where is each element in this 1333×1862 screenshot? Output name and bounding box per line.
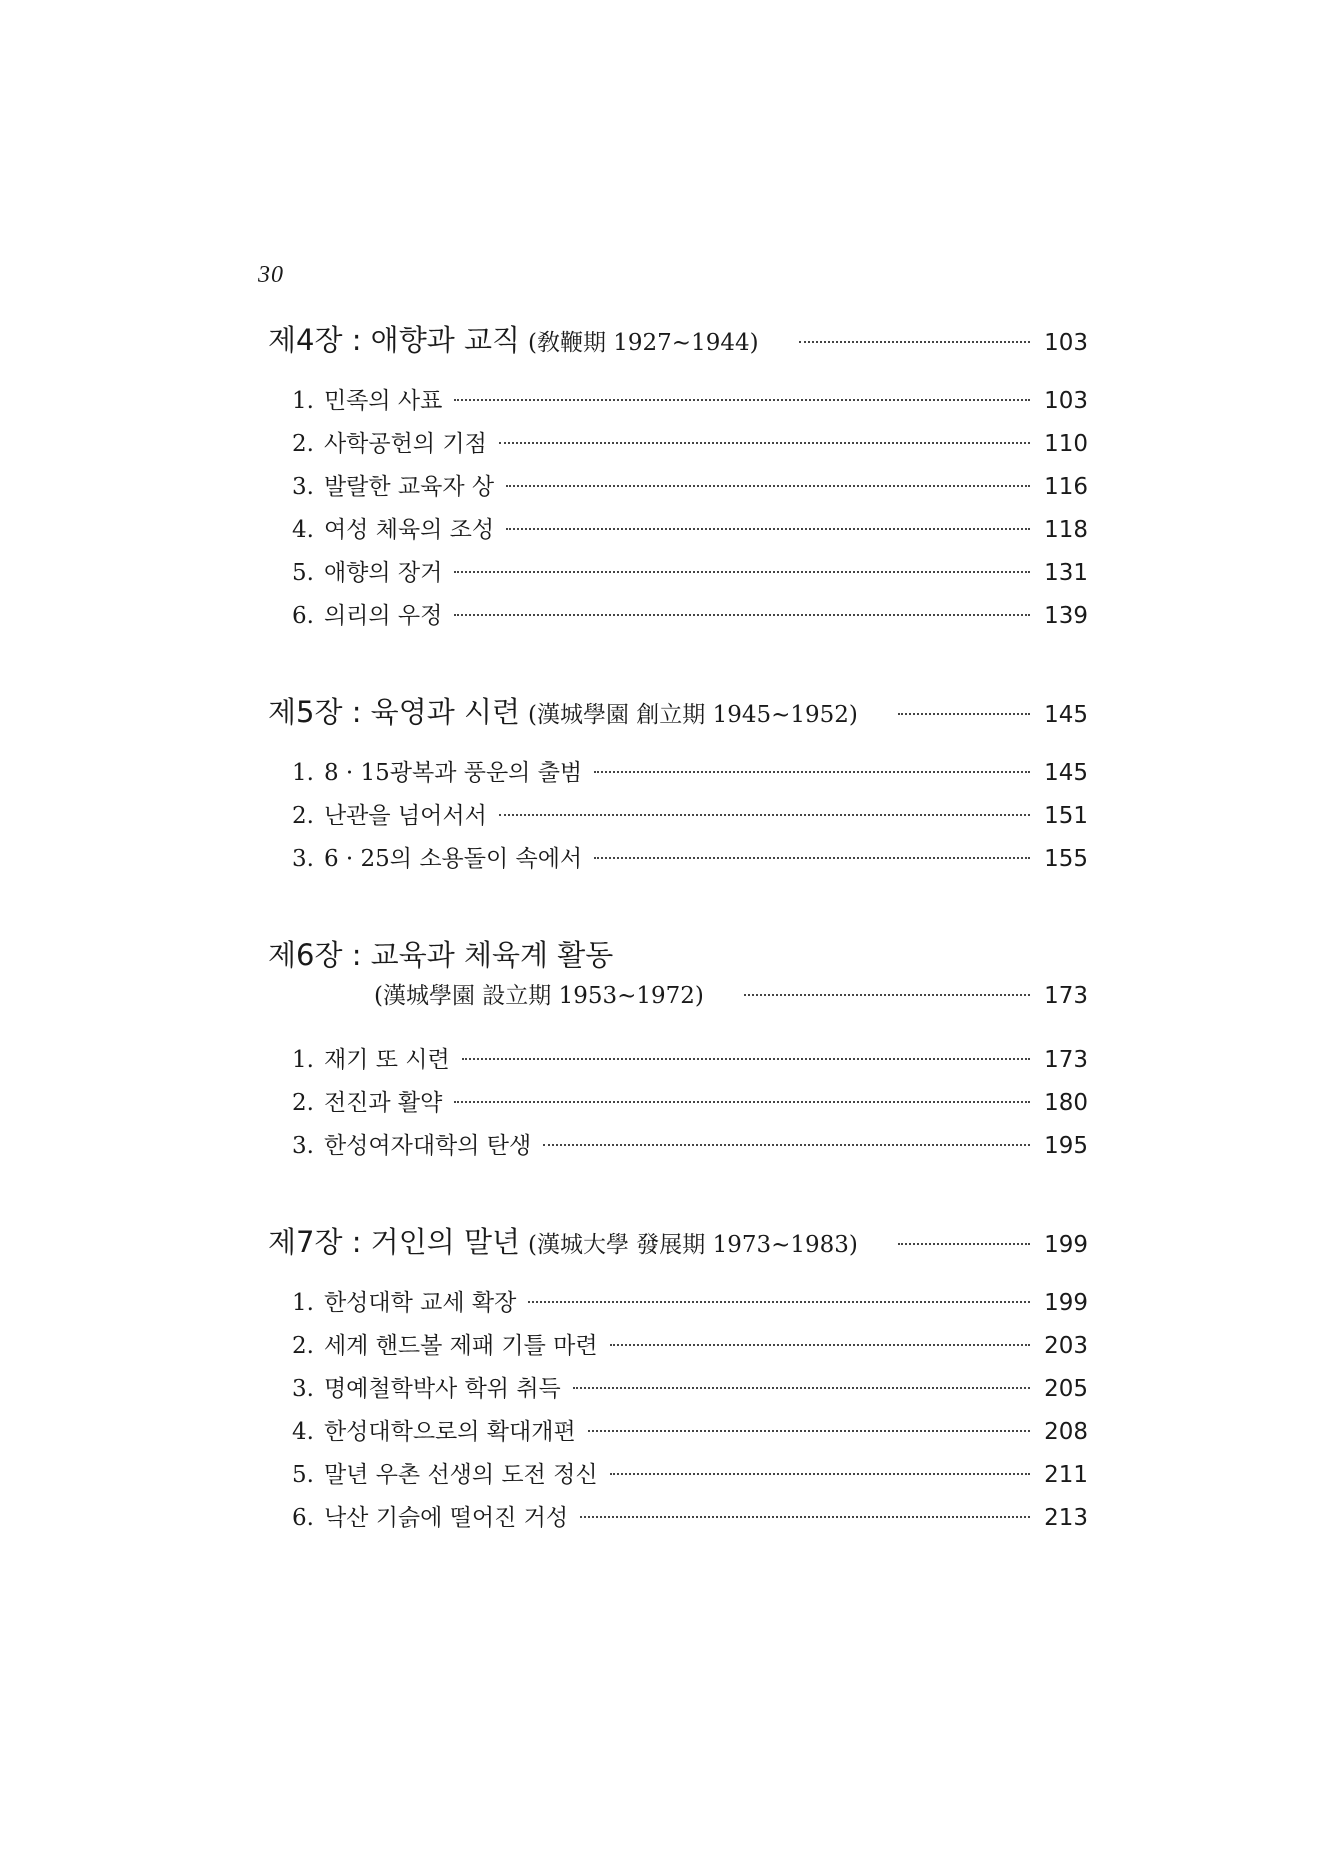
dot-leader (799, 341, 1030, 343)
section-number: 5. (292, 1462, 314, 1488)
toc-entry[interactable] (292, 597, 1088, 640)
section-page: 118 (1044, 517, 1088, 543)
section-page: 173 (1044, 1047, 1088, 1073)
dot-leader (454, 1101, 1030, 1103)
section-page: 116 (1044, 474, 1088, 500)
section-title: 6 · 25의 소용돌이 속에서 (323, 846, 583, 872)
dot-leader (580, 1516, 1030, 1518)
section-number: 6. (292, 1505, 314, 1531)
chapter-5 (268, 690, 1088, 883)
chapter-6 (268, 933, 1088, 1170)
dot-leader (898, 1243, 1030, 1245)
section-page: 155 (1044, 846, 1088, 872)
section-number: 2. (292, 803, 314, 829)
dot-leader (744, 994, 1030, 996)
dot-leader (506, 528, 1030, 530)
section-page: 151 (1044, 803, 1088, 829)
dot-leader (610, 1473, 1030, 1475)
section-number: 4. (292, 1419, 314, 1445)
section-list (268, 754, 1088, 883)
dot-leader (506, 485, 1030, 487)
dot-leader (528, 1301, 1030, 1303)
section-title: 말년 우촌 선생의 도전 정신 (323, 1462, 598, 1488)
toc-entry[interactable] (292, 1127, 1088, 1170)
chapter-period: (漢城學園 創立期 1945∼1952) (527, 702, 858, 728)
section-title: 낙산 기슭에 떨어진 거성 (323, 1505, 569, 1531)
section-page: 203 (1044, 1333, 1088, 1359)
dot-leader (573, 1387, 1030, 1389)
section-number: 3. (292, 474, 314, 500)
section-number: 4. (292, 517, 314, 543)
chapter-title: 제6장 : 교육과 체육계 활동 (268, 938, 614, 972)
section-list (268, 382, 1088, 640)
section-number: 1. (292, 1290, 314, 1316)
chapter-heading[interactable] (268, 318, 1088, 366)
chapter-title: 제4장 : 애향과 교직 (268, 323, 520, 357)
section-page: 195 (1044, 1133, 1088, 1159)
toc-entry[interactable] (292, 1413, 1088, 1456)
section-list (268, 1284, 1088, 1542)
section-number: 1. (292, 1047, 314, 1073)
toc-entry[interactable] (292, 1284, 1088, 1327)
chapter-page: 145 (1044, 702, 1088, 728)
dot-leader (610, 1344, 1030, 1346)
section-page: 139 (1044, 603, 1088, 629)
toc-entry[interactable] (292, 797, 1088, 840)
toc-entry[interactable] (292, 554, 1088, 597)
section-list (268, 1041, 1088, 1170)
section-number: 1. (292, 760, 314, 786)
chapter-period: (敎鞭期 1927∼1944) (527, 330, 759, 356)
section-number: 3. (292, 846, 314, 872)
dot-leader (588, 1430, 1030, 1432)
chapter-period-line[interactable] (268, 977, 1088, 1025)
section-page: 103 (1044, 388, 1088, 414)
dot-leader (898, 713, 1030, 715)
section-page: 211 (1044, 1462, 1088, 1488)
section-page: 145 (1044, 760, 1088, 786)
toc-entry[interactable] (292, 1327, 1088, 1370)
chapter-heading[interactable] (268, 690, 1088, 738)
section-title: 세계 핸드볼 제패 기틀 마련 (323, 1333, 598, 1359)
section-page: 213 (1044, 1505, 1088, 1531)
chapter-period: (漢城學園 設立期 1953∼1972) (374, 983, 704, 1009)
section-title: 8 · 15광복과 풍운의 출범 (323, 760, 583, 786)
dot-leader (594, 857, 1030, 859)
toc-entry[interactable] (292, 1499, 1088, 1542)
dot-leader (462, 1058, 1030, 1060)
section-title: 한성대학 교세 확장 (323, 1290, 517, 1316)
section-title: 재기 또 시련 (323, 1047, 450, 1073)
section-page: 180 (1044, 1090, 1088, 1116)
dot-leader (454, 399, 1030, 401)
toc-entry[interactable] (292, 1370, 1088, 1413)
section-number: 5. (292, 560, 314, 586)
section-number: 6. (292, 603, 314, 629)
toc-entry[interactable] (292, 754, 1088, 797)
toc-entry[interactable] (292, 1084, 1088, 1127)
dot-leader (499, 442, 1030, 444)
section-title: 한성여자대학의 탄생 (323, 1133, 532, 1159)
section-title: 의리의 우정 (323, 603, 443, 629)
toc-entry[interactable] (292, 468, 1088, 511)
section-number: 3. (292, 1376, 314, 1402)
section-number: 2. (292, 1333, 314, 1359)
toc-entry[interactable] (292, 1456, 1088, 1499)
table-of-contents (268, 318, 1088, 1592)
section-title: 난관을 넘어서서 (323, 803, 487, 829)
toc-entry[interactable] (292, 1041, 1088, 1084)
chapter-7 (268, 1220, 1088, 1542)
chapter-period: (漢城大學 發展期 1973∼1983) (527, 1232, 858, 1258)
section-title: 여성 체육의 조성 (323, 517, 495, 543)
chapter-page: 103 (1044, 330, 1088, 356)
section-page: 110 (1044, 431, 1088, 457)
toc-entry[interactable] (292, 425, 1088, 468)
section-page: 205 (1044, 1376, 1088, 1402)
toc-entry[interactable] (292, 511, 1088, 554)
dot-leader (543, 1144, 1030, 1146)
section-title: 명예철학박사 학위 취득 (323, 1376, 561, 1402)
page-number: 30 (258, 262, 284, 288)
dot-leader (454, 614, 1030, 616)
section-number: 2. (292, 431, 314, 457)
section-title: 애향의 장거 (323, 560, 443, 586)
section-number: 1. (292, 388, 314, 414)
section-title: 한성대학으로의 확대개편 (323, 1419, 576, 1445)
section-title: 전진과 활약 (323, 1090, 443, 1116)
dot-leader (454, 571, 1030, 573)
chapter-page: 199 (1044, 1232, 1088, 1258)
toc-entry[interactable] (292, 840, 1088, 883)
section-number: 2. (292, 1090, 314, 1116)
section-title: 발랄한 교육자 상 (323, 474, 495, 500)
chapter-heading[interactable] (268, 933, 1088, 977)
section-number: 3. (292, 1133, 314, 1159)
section-title: 민족의 사표 (323, 388, 443, 414)
chapter-title: 제7장 : 거인의 말년 (268, 1225, 520, 1259)
toc-entry[interactable] (292, 382, 1088, 425)
section-title: 사학공헌의 기점 (323, 431, 487, 457)
dot-leader (594, 771, 1030, 773)
section-page: 131 (1044, 560, 1088, 586)
chapter-title: 제5장 : 육영과 시련 (268, 695, 520, 729)
chapter-4 (268, 318, 1088, 640)
section-page: 208 (1044, 1419, 1088, 1445)
section-page: 199 (1044, 1290, 1088, 1316)
chapter-page: 173 (1044, 983, 1088, 1009)
dot-leader (499, 814, 1030, 816)
chapter-heading[interactable] (268, 1220, 1088, 1268)
